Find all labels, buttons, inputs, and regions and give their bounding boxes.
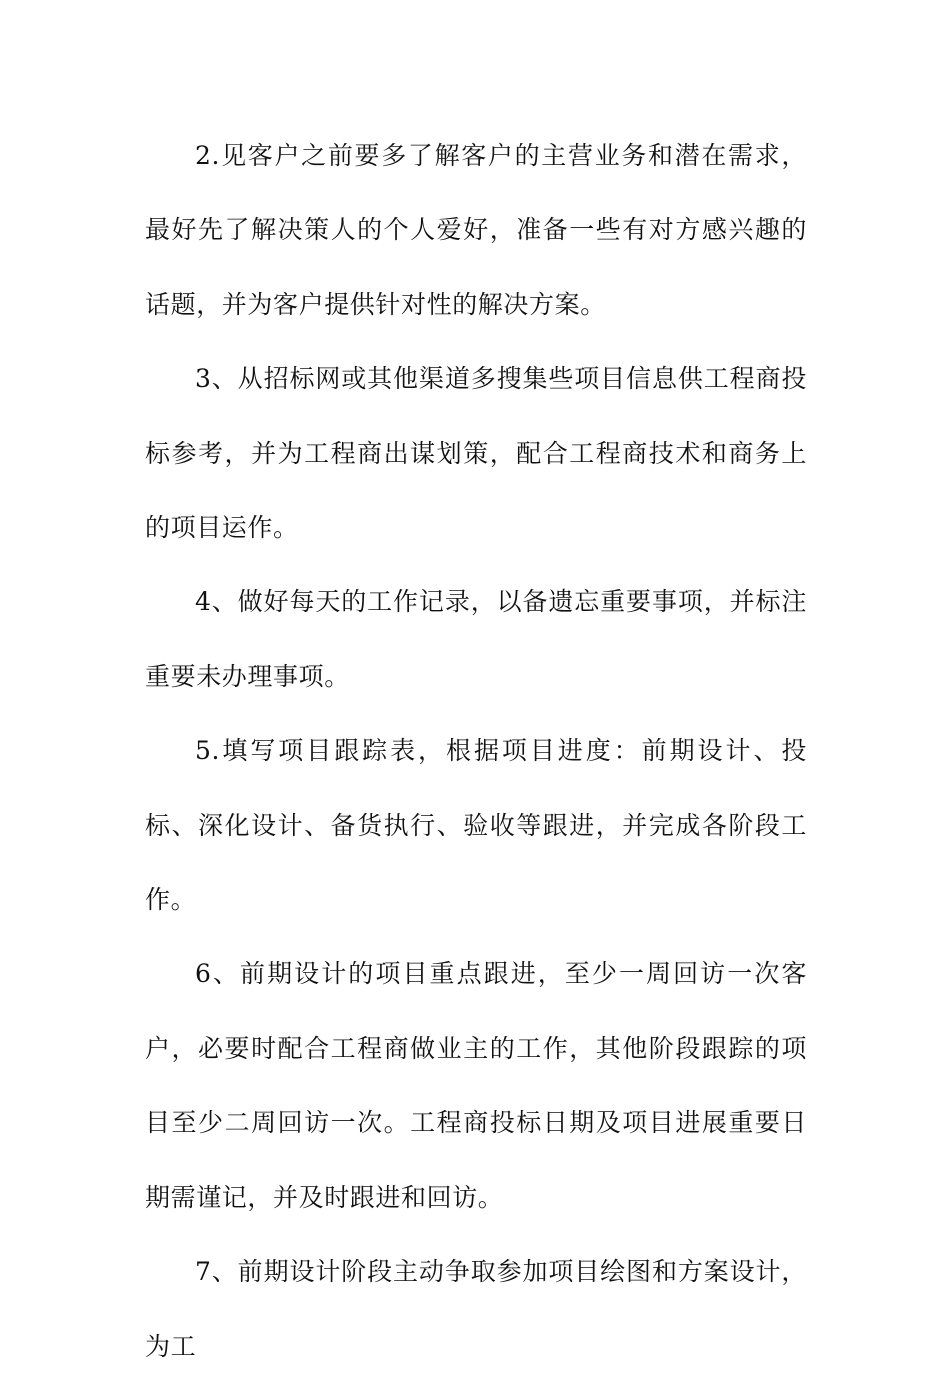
- paragraph-item-3: 3、从招标网或其他渠道多搜集些项目信息供工程商投标参考，并为工程商出谋划策，配合工程商技术和商务上的项目运作。: [145, 364, 807, 543]
- paragraph-item-2: 2.见客户之前要多了解客户的主营业务和潜在需求，最好先了解决策人的个人爱好，准备一些有对方感兴趣的话题，并为客户提供针对性的解决方案。: [145, 141, 807, 319]
- paragraph-item-7: 7、前期设计阶段主动争取参加项目绘图和方案设计，为工: [145, 1257, 807, 1361]
- paragraph-item-5: 5.填写项目跟踪表，根据项目进度：前期设计、投标、深化设计、备货执行、验收等跟进，并完成各阶段工作。: [145, 736, 807, 915]
- document-body: [145, 119, 807, 1384]
- paragraph-item-4: 4、做好每天的工作记录，以备遗忘重要事项，并标注重要未办理事项。: [145, 587, 807, 691]
- paragraph-item-6: 6、前期设计的项目重点跟进，至少一周回访一次客户，必要时配合工程商做业主的工作，其他阶段跟踪的项目至少二周回访一次。工程商投标日期及项目进展重要日期需谨记，并及时跟进和回访。: [145, 959, 807, 1212]
